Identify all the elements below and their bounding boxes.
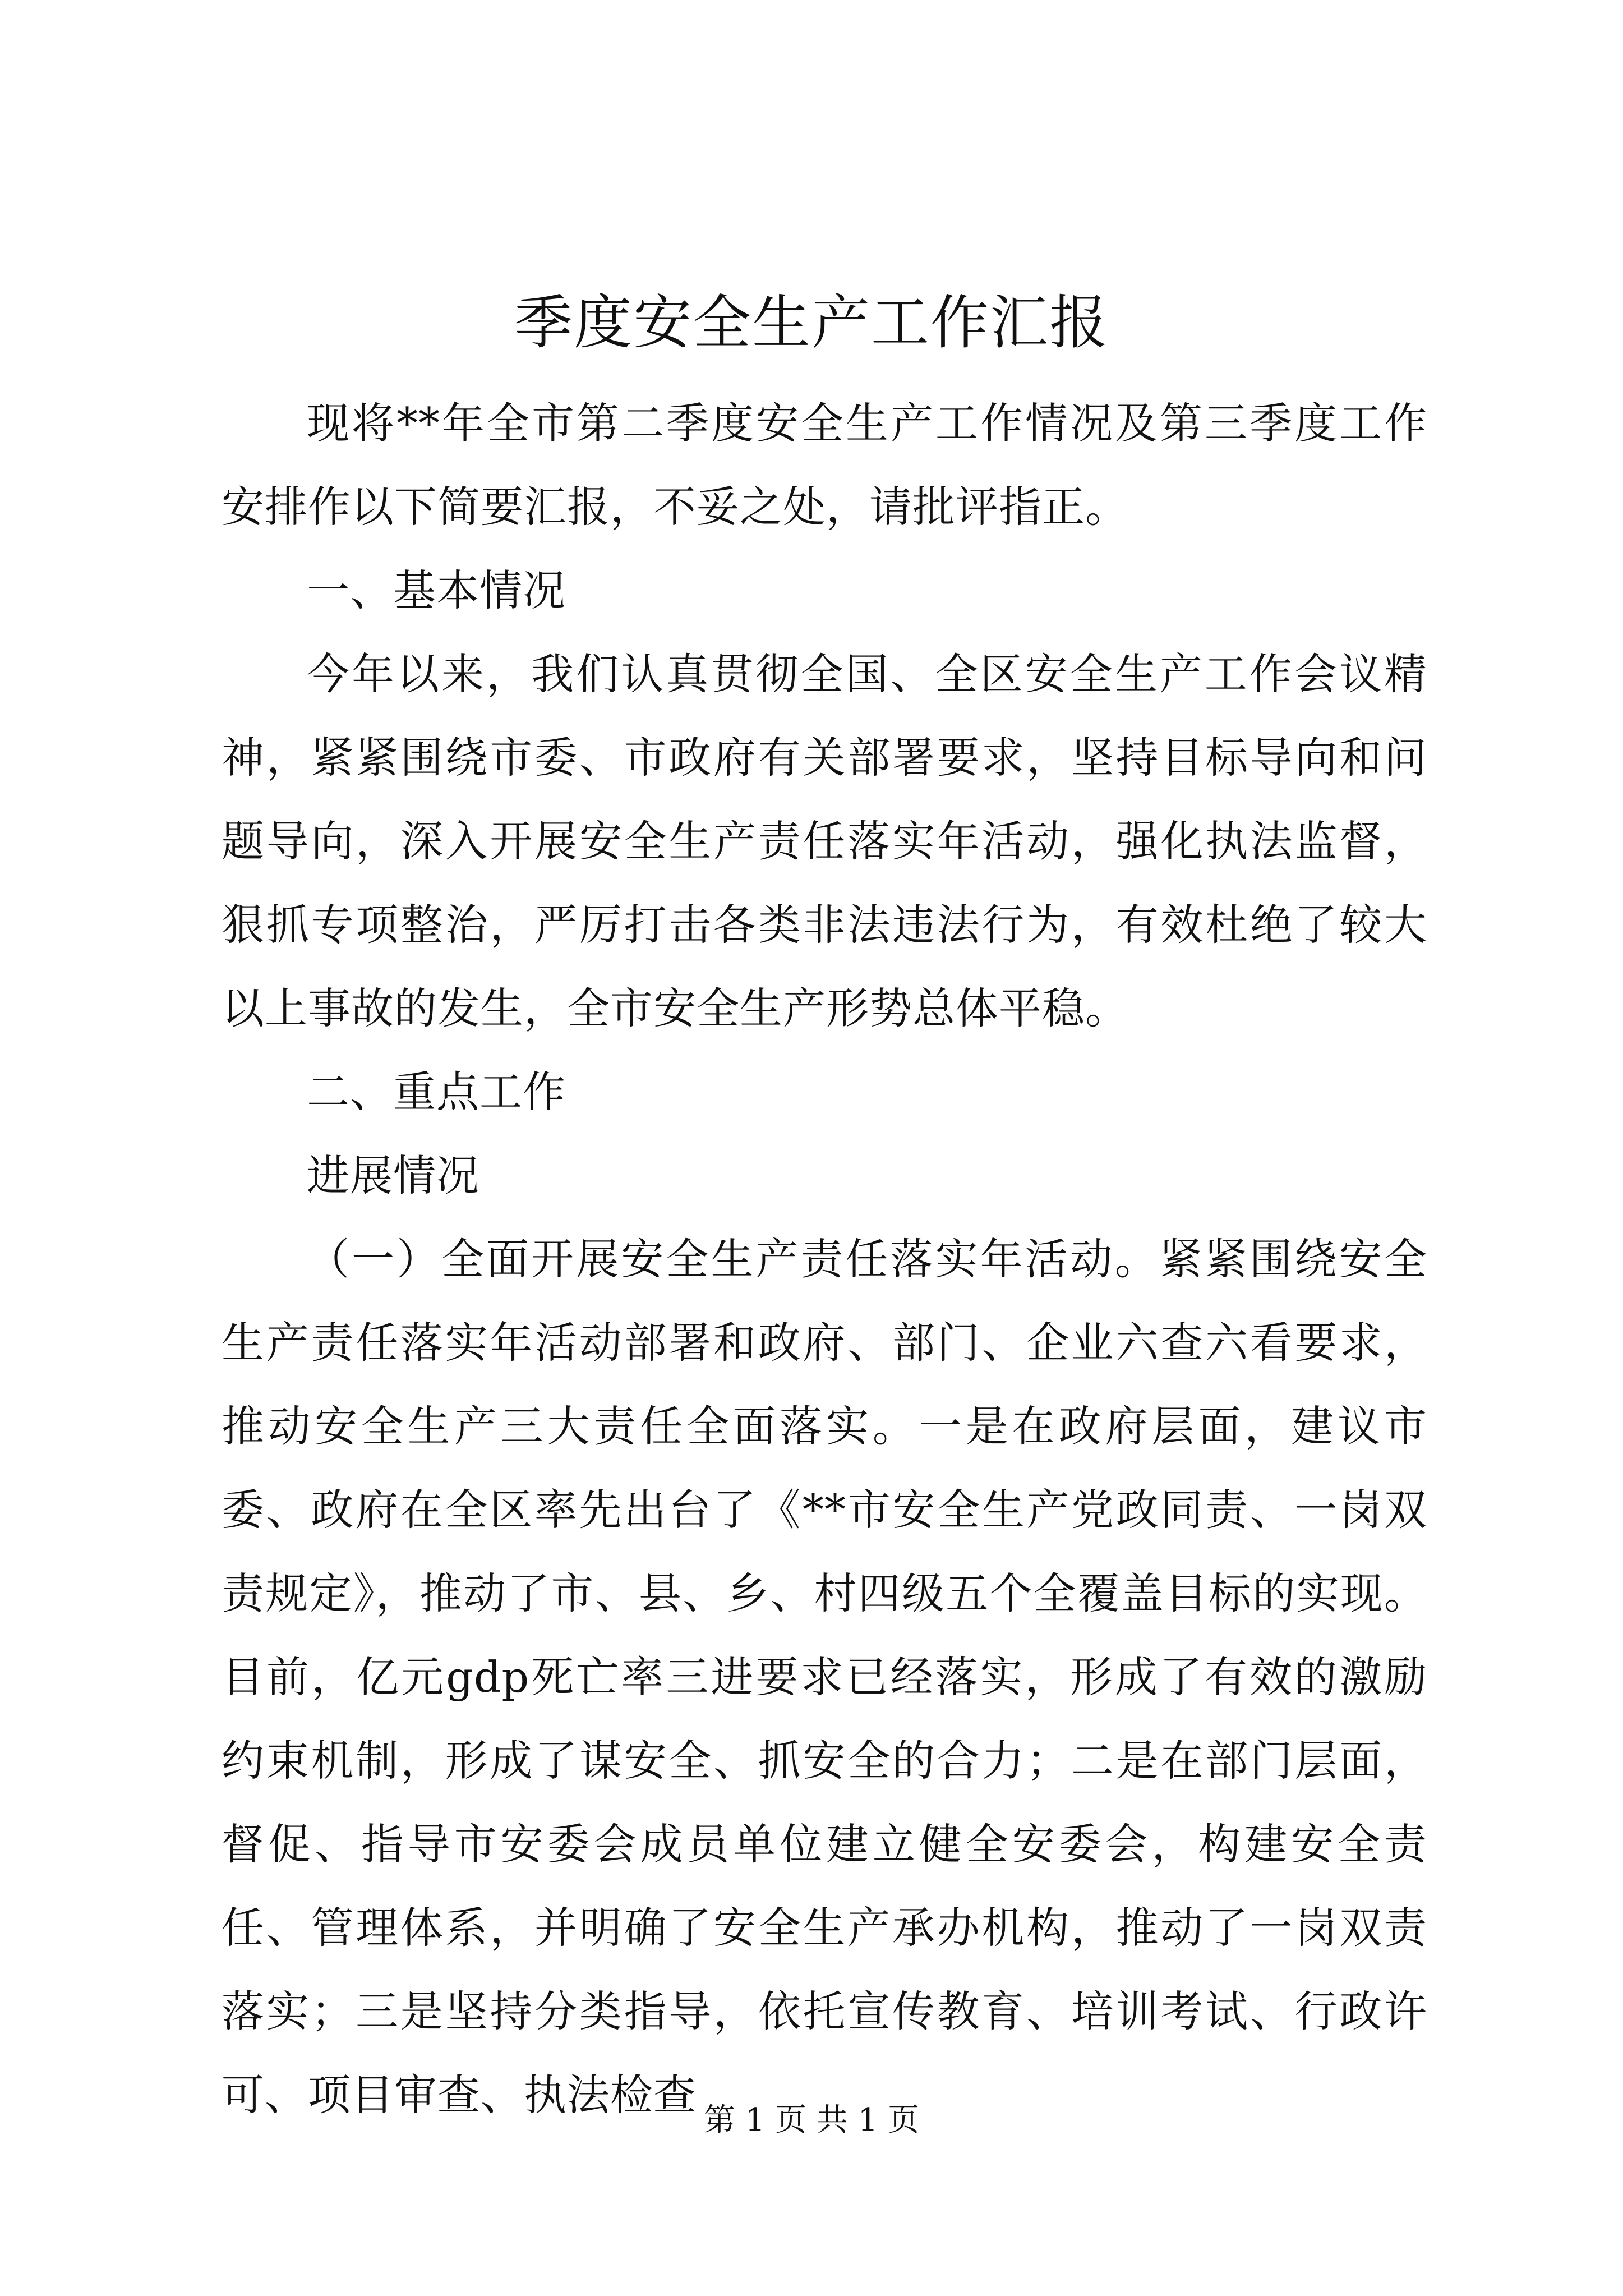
- paragraph-responsibility-year: （一）全面开展安全生产责任落实年活动。紧紧围绕安全生产责任落实年活动部署和政府、部门、企业六查六看要求，推动安全生产三大责任全面落实。一是在政府层面，建议市委、政府在全区率先出台了《**市安全生产党政同责、一岗双责规定》，推动了市、县、乡、村四级五个全覆盖目标的实现。目前，亿元gdp死亡率三进要求已经落实，形成了有效的激励约束机制，形成了谋安全、抓安全的合力；二是在部门层面，督促、指导市安委会成员单位建立健全安委会，构建安全责任、管理体系，并明确了安全生产承办机构，推动了一岗双责落实；三是坚持分类指导，依托宣传教育、培训考试、行政许可、项目审查、执法检查: [222, 1234, 1427, 2120]
- paragraph-intro: 现将**年全市第二季度安全生产工作情况及第三季度工作安排作以下简要汇报，不妥之处，请批评指正。: [222, 398, 1427, 532]
- document-title: 季度安全生产工作汇报: [514, 288, 1109, 357]
- page-footer: 第 1 页 共 1 页: [703, 2102, 920, 2138]
- heading-basic-situation: 一、基本情况: [307, 565, 566, 615]
- paragraph-basic-situation: 今年以来，我们认真贯彻全国、全区安全生产工作会议精神，紧紧围绕市委、市政府有关部署要求，坚持目标导向和问题导向，深入开展安全生产责任落实年活动，强化执法监督，狠抓专项整治，严厉打击各类非法违法行为，有效杜绝了较大以上事故的发生，全市安全生产形势总体平稳。: [222, 649, 1427, 1033]
- document-body: [222, 381, 1427, 2137]
- heading-key-work: 二、重点工作: [307, 1067, 566, 1117]
- heading-progress: 进展情况: [307, 1151, 479, 1200]
